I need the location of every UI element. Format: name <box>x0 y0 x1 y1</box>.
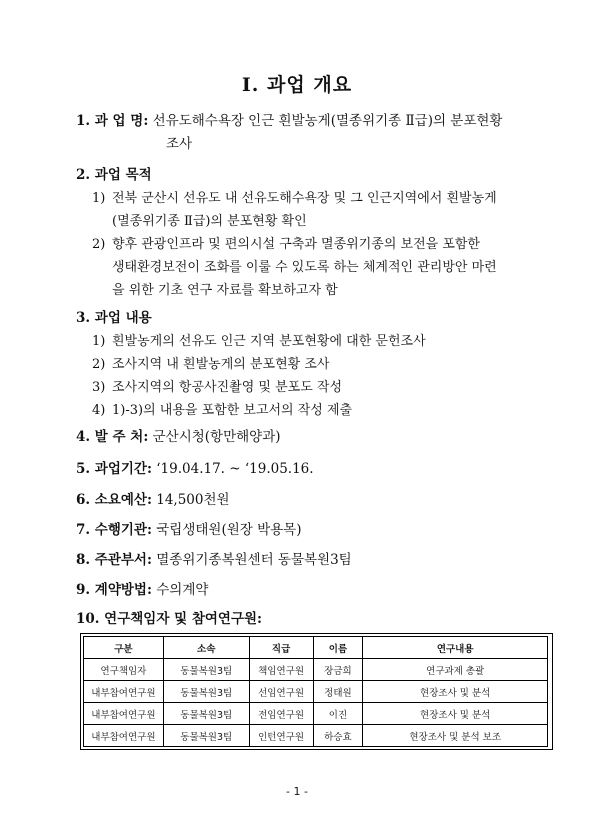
section-content <box>76 307 556 329</box>
section-department <box>76 549 556 571</box>
table-cell: 연구과제 총괄 <box>363 659 548 681</box>
department-value: 멸종위기종복원센터 동물복원3팀 <box>156 552 352 568</box>
purpose-item-num: 2) <box>92 237 106 252</box>
contract-value: 수의계약 <box>156 582 209 598</box>
purpose-label: 2. 과업 목적 <box>76 167 152 183</box>
table-header: 구분 <box>84 637 164 659</box>
section-contract <box>76 579 556 601</box>
period-value: ‘19.04.17. ~ ‘19.05.16. <box>156 461 314 477</box>
content-list <box>92 330 550 422</box>
table-header: 연구내용 <box>363 637 548 659</box>
section-period <box>76 458 556 480</box>
project-name-value: 선유도해수욕장 인근 흰발농게(멸종위기종 Ⅱ급)의 분포현황 <box>152 113 503 129</box>
page-number: - 1 - <box>286 785 308 798</box>
table-cell: 이진 <box>313 703 363 725</box>
section-institution <box>76 519 556 541</box>
content-item-num: 2) <box>92 357 106 372</box>
researchers-label: 10. 연구책임자 및 참여연구원: <box>76 611 263 627</box>
purpose-item-text: 향후 관광인프라 및 편의시설 구축과 멸종위기종의 보전을 포함한 <box>112 237 480 252</box>
content-item <box>92 330 550 353</box>
content-item <box>92 353 550 376</box>
budget-value: 14,500천원 <box>156 492 230 508</box>
project-name-value-2: 조사 <box>166 136 193 152</box>
section-researchers <box>76 608 556 630</box>
content-item-text: 1)-3)의 내용을 포함한 보고서의 작성 제출 <box>112 403 353 418</box>
table-row <box>84 703 548 725</box>
table-cell: 현장조사 및 분석 <box>363 703 548 725</box>
department-label: 8. 주관부서: <box>76 552 152 568</box>
purpose-item-num: 1) <box>92 191 106 206</box>
purpose-item-text: 을 위한 기초 연구 자료를 확보하고자 함 <box>112 283 338 298</box>
table-cell: 내부참여연구원 <box>84 703 164 725</box>
client-value: 군산시청(항만해양과) <box>152 429 281 445</box>
table-row <box>84 725 548 747</box>
table-header: 직급 <box>249 637 313 659</box>
table-cell: 하승효 <box>313 725 363 747</box>
table-header-row <box>84 637 548 659</box>
section-budget <box>76 489 556 511</box>
content-label: 3. 과업 내용 <box>76 310 152 326</box>
purpose-item <box>92 233 550 302</box>
table-header: 이름 <box>313 637 363 659</box>
section-client <box>76 426 556 448</box>
content-item-num: 1) <box>92 334 106 349</box>
table-cell: 장금희 <box>313 659 363 681</box>
content-item-num: 3) <box>92 380 106 395</box>
table-cell: 현장조사 및 분석 <box>363 681 548 703</box>
contract-label: 9. 계약방법: <box>76 582 152 598</box>
section-project-name <box>76 110 556 132</box>
project-name-continuation <box>166 133 546 155</box>
table-cell: 내부참여연구원 <box>84 681 164 703</box>
table-cell: 동물복원3팀 <box>163 725 249 747</box>
budget-label: 6. 소요예산: <box>76 492 152 508</box>
purpose-item <box>92 187 550 233</box>
project-name-label: 1. 과 업 명: <box>76 113 149 129</box>
content-item-text: 흰발농게의 선유도 인근 지역 분포현황에 대한 문헌조사 <box>112 334 426 349</box>
period-label: 5. 과업기간: <box>76 461 152 477</box>
content-item <box>92 399 550 422</box>
table-cell: 동물복원3팀 <box>163 659 249 681</box>
table-cell: 선임연구원 <box>249 681 313 703</box>
table-cell: 책임연구원 <box>249 659 313 681</box>
section-purpose <box>76 164 556 186</box>
table-header: 소속 <box>163 637 249 659</box>
table-row <box>84 681 548 703</box>
institution-label: 7. 수행기관: <box>76 522 152 538</box>
table-cell: 내부참여연구원 <box>84 725 164 747</box>
table-cell: 연구책임자 <box>84 659 164 681</box>
table-cell: 전임연구원 <box>249 703 313 725</box>
table-cell: 동물복원3팀 <box>163 681 249 703</box>
client-label: 4. 발 주 처: <box>76 429 149 445</box>
content-item-text: 조사지역 내 흰발농게의 분포현황 조사 <box>112 357 330 372</box>
content-item-num: 4) <box>92 403 106 418</box>
table-cell: 동물복원3팀 <box>163 703 249 725</box>
purpose-item-text: (멸종위기종 Ⅱ급)의 분포현황 확인 <box>112 214 307 229</box>
content-item <box>92 376 550 399</box>
institution-value: 국립생태원(원장 박용목) <box>156 522 302 538</box>
purpose-item-text: 전북 군산시 선유도 내 선유도해수욕장 및 그 인근지역에서 흰발농게 <box>112 191 497 206</box>
purpose-item-text: 생태환경보전이 조화를 이룰 수 있도록 하는 체계적인 관리방안 마련 <box>112 260 497 275</box>
table-row <box>84 659 548 681</box>
content-item-text: 조사지역의 항공사진촬영 및 분포도 작성 <box>112 380 343 395</box>
researchers-table <box>83 636 548 747</box>
table-cell: 인턴연구원 <box>249 725 313 747</box>
table-cell: 현장조사 및 분석 보조 <box>363 725 548 747</box>
table-cell: 정태원 <box>313 681 363 703</box>
page-title: Ⅰ. 과업 개요 <box>241 74 353 96</box>
